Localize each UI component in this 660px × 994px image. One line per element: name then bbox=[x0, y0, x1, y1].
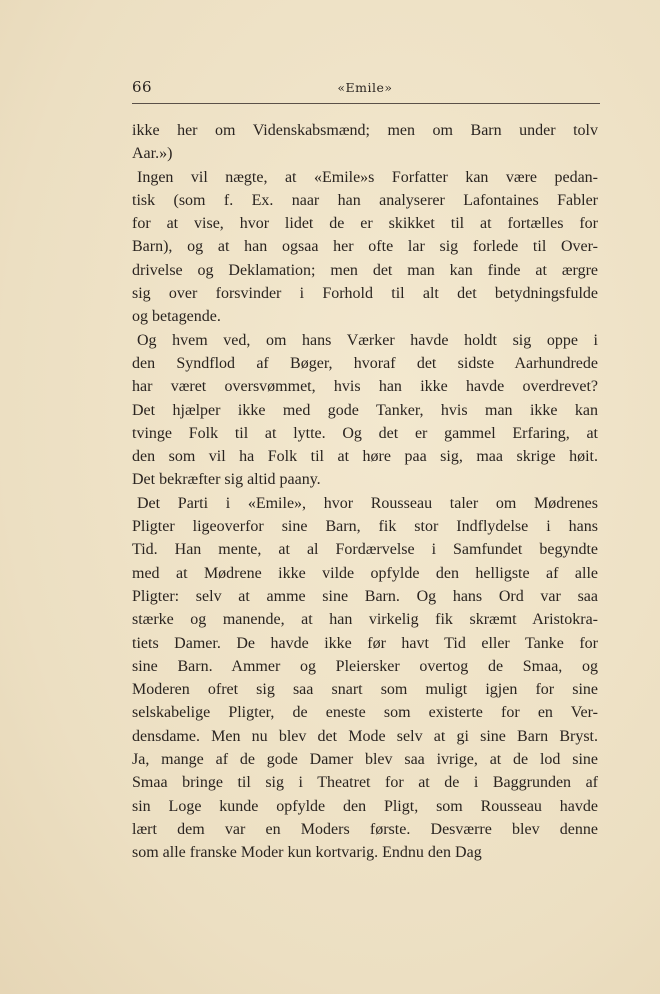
text-line: Pligter ligeoverfor sine Barn, fik stor Indflydelse i hans bbox=[132, 518, 598, 536]
text-line: sine Barn. Ammer og Pleiersker overtog de Smaa, og bbox=[132, 657, 598, 675]
page-number: 66 bbox=[132, 78, 153, 96]
text-line: Det Parti i «Emile», hvor Rousseau taler om Mødrenes bbox=[137, 494, 598, 512]
text-line: Ja, mange af de gode Damer blev saa ivrige, at de lod sine bbox=[132, 751, 598, 769]
text-line: den Syndflod af Bøger, hvoraf det sidste Aarhundrede bbox=[132, 354, 598, 372]
text-line: Det hjælper ikke med gode Tanker, hvis man ikke kan bbox=[132, 401, 598, 419]
text-line: sin Loge kunde opfylde den Pligt, som Rousseau havde bbox=[132, 797, 598, 815]
text-line: tvinge Folk til at lytte. Og det er gammel Erfaring, at bbox=[132, 424, 598, 442]
text-line: har været oversvømmet, hvis han ikke havde overdrevet? bbox=[132, 378, 598, 396]
text-line: tiets Damer. De havde ikke før havt Tid eller Tanke for bbox=[132, 634, 598, 652]
text-line: Det bekræfter sig altid paany. bbox=[132, 471, 321, 489]
text-line: drivelse og Deklamation; men det man kan finde at ærgre bbox=[132, 261, 598, 279]
text-line: sig over forsvinder i Forhold til alt det betydningsfulde bbox=[132, 285, 598, 303]
text-line: tisk (som f. Ex. naar han analyserer Lafontaines Fabler bbox=[132, 191, 598, 209]
text-line: Aar.») bbox=[132, 145, 173, 163]
text-line: Ingen vil nægte, at «Emile»s Forfatter kan være pedan- bbox=[137, 168, 598, 186]
text-line: Barn), og at han ogsaa her ofte lar sig forlede til Over- bbox=[132, 238, 598, 256]
text-line: stærke og manende, at han virkelig fik skræmt Aristokra- bbox=[132, 611, 598, 629]
text-line: den som vil ha Folk til at høre paa sig, maa skrige høit. bbox=[132, 448, 598, 466]
paragraph bbox=[132, 329, 598, 492]
text-line: Pligter: selv at amme sine Barn. Og hans Ord var saa bbox=[132, 587, 598, 605]
paragraph bbox=[132, 492, 598, 865]
text-line: ikke her om Videnskabsmænd; men om Barn under tolv bbox=[132, 122, 598, 139]
paragraph bbox=[132, 166, 598, 329]
header-rule bbox=[132, 103, 600, 104]
text-line: Tid. Han mente, at al Fordærvelse i Samfundet begyndte bbox=[132, 541, 598, 559]
text-line: Moderen ofret sig saa snart som muligt igjen for sine bbox=[132, 681, 598, 699]
paragraph bbox=[132, 119, 598, 166]
text-line: lært dem var en Moders første. Desværre blev denne bbox=[132, 820, 598, 838]
text-line: Smaa bringe til sig i Theatret for at de i Baggrunden af bbox=[132, 774, 598, 792]
running-title: «Emile» bbox=[337, 80, 393, 95]
text-line: Og hvem ved, om hans Værker havde holdt sig oppe i bbox=[137, 331, 598, 349]
text-line: som alle franske Moder kun kortvarig. Endnu den Dag bbox=[132, 844, 482, 862]
text-line: og betagende. bbox=[132, 308, 221, 326]
text-line: for at vise, hvor lidet de er skikket til at fortælles for bbox=[132, 215, 598, 233]
page-header bbox=[132, 78, 598, 100]
text-line: med at Mødrene ikke vilde opfylde den helligste af alle bbox=[132, 564, 598, 582]
text-line: selskabelige Pligter, de eneste som existerte for en Ver- bbox=[132, 704, 598, 722]
body-text bbox=[132, 119, 598, 865]
text-line: densdame. Men nu blev det Mode selv at gi sine Barn Bryst. bbox=[132, 727, 598, 745]
